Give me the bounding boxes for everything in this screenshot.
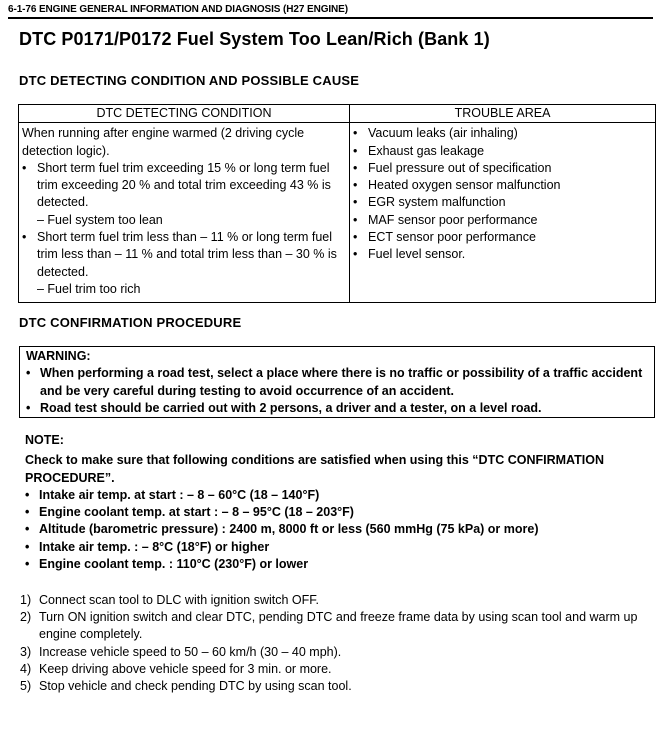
trouble-area-cell <box>350 123 656 303</box>
step-text: Keep driving above vehicle speed for 3 min. or more. <box>39 661 332 676</box>
trouble-area-item: • MAF sensor poor performance <box>353 212 652 229</box>
column-header-condition: DTC DETECTING CONDITION <box>19 105 350 123</box>
warning-item: • Road test should be carried out with 2 persons, a driver and a tester, on a level road. <box>26 400 648 417</box>
trouble-area-item: • Heated oxygen sensor malfunction <box>353 177 652 194</box>
procedure-step <box>20 592 656 609</box>
warning-box <box>19 346 655 418</box>
step-number: 5) <box>20 679 32 694</box>
note-block <box>25 432 653 573</box>
step-text: Turn ON ignition switch and clear DTC, pending DTC and freeze frame data by using scan tool and warm up engine completely. <box>39 610 638 642</box>
column-header-trouble-area: TROUBLE AREA <box>350 105 656 123</box>
procedure-step <box>20 678 656 695</box>
step-number: 4) <box>20 661 32 676</box>
condition-bullet: • Short term fuel trim exceeding 15 % or long term fuel trim exceeding 20 % and total trim exceeding 43 % is detected. <box>22 160 346 212</box>
note-item: • Intake air temp. at start : – 8 – 60°C (18 – 140°F) <box>25 487 653 504</box>
page-header: 6-1-76 ENGINE GENERAL INFORMATION AND DIAGNOSIS (H27 ENGINE) <box>8 3 653 19</box>
trouble-area-item: • Vacuum leaks (air inhaling) <box>353 125 652 142</box>
condition-result: – Fuel trim too rich <box>37 281 141 296</box>
step-number: 2) <box>20 610 32 625</box>
condition-bullet: • Short term fuel trim less than – 11 % or long term fuel trim less than – 11 % and total trim less than – 30 % is detected. <box>22 229 346 281</box>
condition-result: – Fuel system too lean <box>37 212 163 227</box>
trouble-area-item: • Fuel pressure out of specification <box>353 160 652 177</box>
step-text: Connect scan tool to DLC with ignition switch OFF. <box>39 593 319 607</box>
note-label: NOTE: <box>25 433 64 447</box>
trouble-area-item: • EGR system malfunction <box>353 194 652 211</box>
step-text: Stop vehicle and check pending DTC by using scan tool. <box>39 679 352 694</box>
section-heading-confirmation-procedure: DTC CONFIRMATION PROCEDURE <box>19 315 242 330</box>
trouble-area-item: • Fuel level sensor. <box>353 246 652 263</box>
warning-item: • When performing a road test, select a place where there is no traffic or possibility of a traffic accident and be very careful during testing to avoid occurrence of an accident. <box>26 365 648 400</box>
procedure-step <box>20 644 656 661</box>
note-item: • Altitude (barometric pressure) : 2400 m, 8000 ft or less (560 mmHg (75 kPa) or more) <box>25 521 653 538</box>
step-text: Increase vehicle speed to 50 – 60 km/h (30 – 40 mph). <box>39 644 342 659</box>
warning-label: WARNING: <box>26 349 91 363</box>
trouble-area-item: • Exhaust gas leakage <box>353 143 652 160</box>
section-heading-detecting-condition: DTC DETECTING CONDITION AND POSSIBLE CAUSE <box>19 73 360 88</box>
table-header-row <box>19 105 656 123</box>
procedure-step <box>20 609 656 643</box>
condition-intro: When running after engine warmed (2 driving cycle detection logic). <box>22 126 305 158</box>
trouble-area-item: • ECT sensor poor performance <box>353 229 652 246</box>
procedure-steps <box>20 592 656 695</box>
dtc-condition-table <box>18 104 656 303</box>
step-number: 3) <box>20 644 32 659</box>
step-number: 1) <box>20 593 32 607</box>
procedure-step <box>20 661 656 678</box>
note-intro: Check to make sure that following conditions are satisfied when using this “DTC CONFIRMATION PROCEDURE”. <box>25 453 604 485</box>
page-title: DTC P0171/P0172 Fuel System Too Lean/Rich (Bank 1) <box>19 29 490 49</box>
note-item: • Intake air temp. : – 8°C (18°F) or higher <box>25 539 653 556</box>
condition-cell <box>19 123 350 303</box>
note-item: • Engine coolant temp. at start : – 8 – 95°C (18 – 203°F) <box>25 504 653 521</box>
note-item: • Engine coolant temp. : 110°C (230°F) or lower <box>25 556 653 573</box>
table-row <box>19 123 656 303</box>
